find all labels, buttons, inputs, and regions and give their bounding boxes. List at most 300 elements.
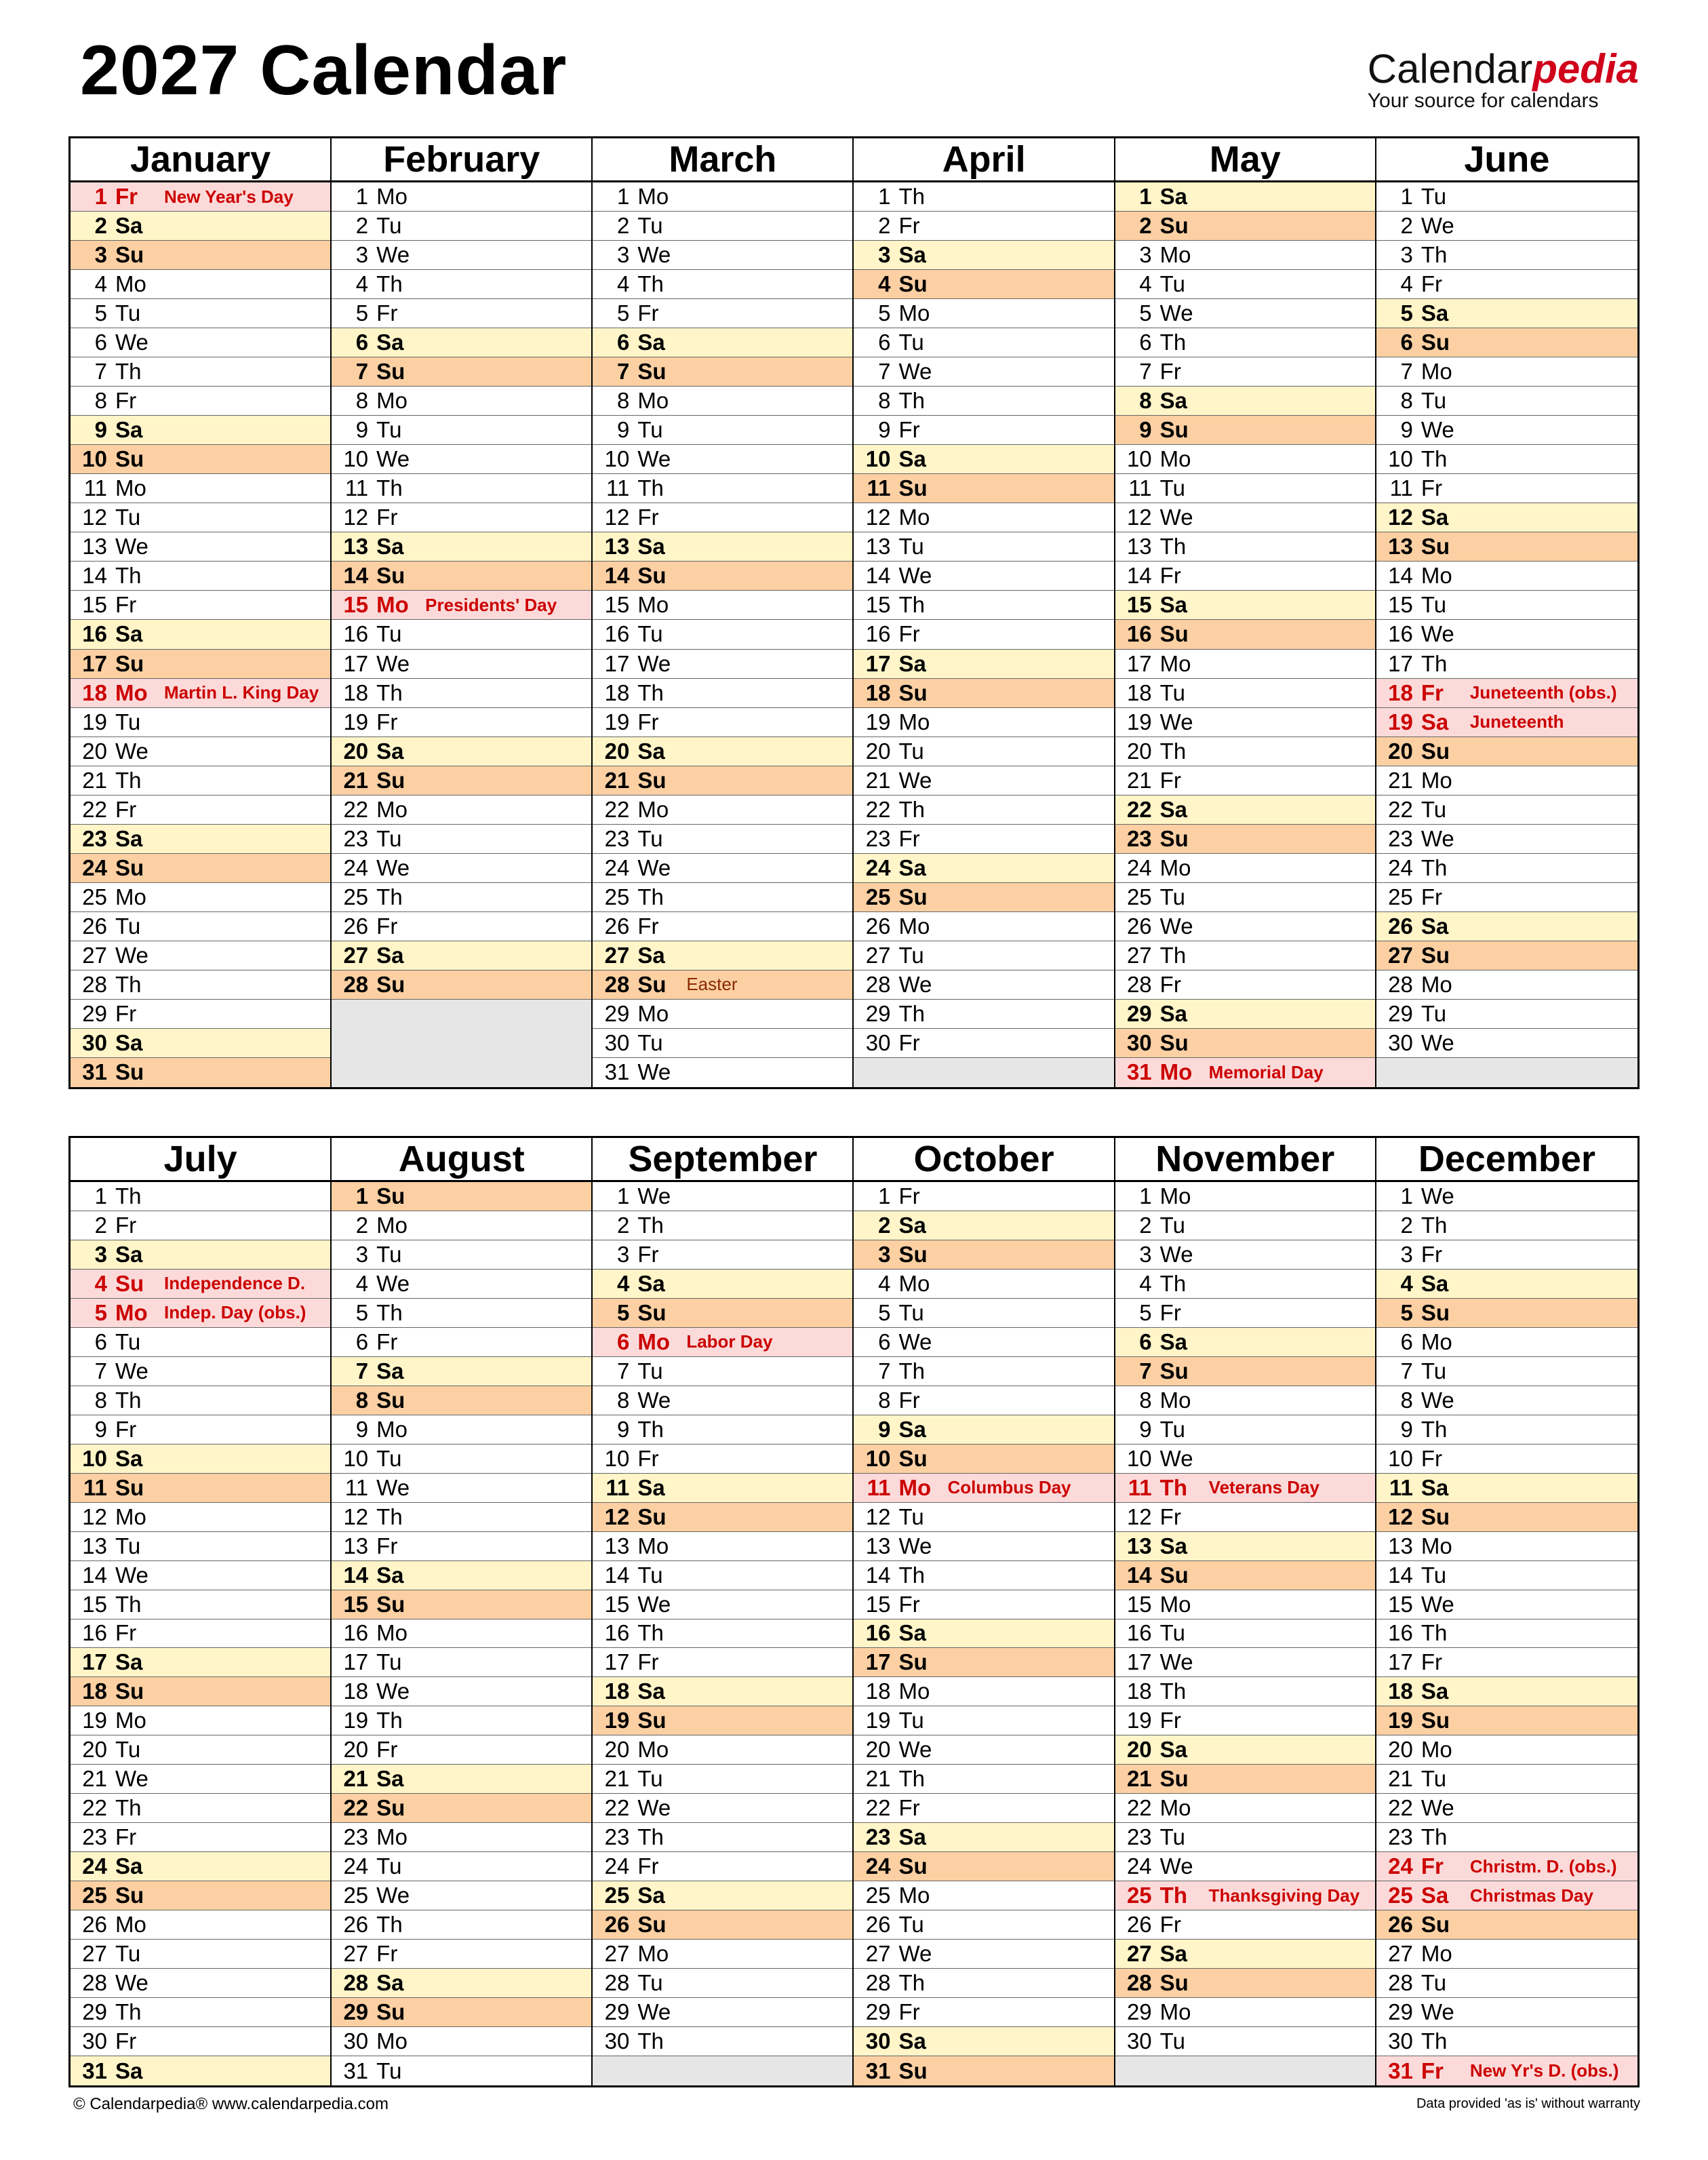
day-number: 4 [355, 271, 369, 297]
day-row [854, 328, 1113, 357]
day-row [71, 1706, 330, 1735]
day-number: 17 [343, 1649, 369, 1675]
weekday-abbr: Th [1159, 942, 1187, 968]
day-row [854, 562, 1113, 591]
weekday-abbr: Su [1421, 1708, 1450, 1733]
weekday-abbr: We [115, 1358, 148, 1383]
day-number: 24 [82, 855, 107, 880]
day-list [1115, 182, 1375, 1087]
day-number: 3 [616, 242, 630, 268]
day-row [854, 912, 1113, 941]
day-number: 7 [616, 1358, 630, 1383]
day-row [854, 1182, 1113, 1211]
day-number: 14 [865, 1562, 891, 1588]
weekday-abbr: Mo [898, 505, 930, 530]
day-row [854, 503, 1113, 532]
day-row [71, 737, 330, 766]
day-number: 13 [82, 534, 107, 559]
weekday-abbr: Tu [637, 1970, 663, 1996]
weekday-abbr: Fr [1159, 971, 1181, 997]
day-number: 17 [343, 650, 369, 676]
day-number: 15 [1388, 1591, 1413, 1617]
day-row [1376, 737, 1637, 766]
weekday-abbr: Su [1421, 1299, 1450, 1325]
day-number: 7 [1400, 1358, 1413, 1383]
weekday-abbr: Tu [1421, 1562, 1447, 1588]
day-number: 29 [865, 1000, 891, 1026]
day-number: 11 [1128, 1474, 1152, 1500]
day-row [1376, 679, 1637, 708]
weekday-abbr: Mo [1159, 855, 1191, 880]
day-number: 10 [1388, 446, 1413, 472]
day-row [1376, 1677, 1637, 1706]
day-number: 21 [82, 767, 107, 793]
day-row [593, 1852, 852, 1881]
weekday-abbr: Mo [115, 271, 146, 297]
day-row [854, 796, 1113, 825]
weekday-abbr: Mo [637, 184, 669, 210]
weekday-abbr: Th [376, 1299, 403, 1325]
day-number: 3 [616, 1241, 630, 1267]
month-name: April [854, 138, 1113, 182]
day-number: 17 [604, 650, 630, 676]
day-row [854, 416, 1113, 445]
weekday-abbr: Mo [637, 388, 669, 414]
day-row [1376, 416, 1637, 445]
weekday-abbr: We [898, 971, 932, 997]
day-row [1115, 1029, 1375, 1058]
day-number: 23 [343, 825, 369, 851]
day-row [71, 1299, 330, 1328]
day-number: 1 [878, 184, 891, 210]
day-number: 8 [355, 388, 369, 414]
day-row [71, 825, 330, 854]
weekday-abbr: Th [1421, 650, 1448, 676]
day-number: 4 [94, 1270, 107, 1296]
weekday-abbr: Sa [898, 855, 926, 880]
calendarpedia-logo[interactable] [1367, 46, 1639, 113]
weekday-abbr: Mo [637, 1329, 670, 1354]
day-row [1115, 1474, 1375, 1503]
weekday-abbr: Mo [637, 1737, 669, 1763]
weekday-abbr: Tu [376, 417, 402, 443]
day-row [593, 1000, 852, 1029]
day-row [593, 854, 852, 883]
weekday-abbr: Su [898, 1445, 928, 1471]
day-number: 16 [865, 621, 891, 647]
day-number: 17 [865, 1649, 891, 1675]
day-row [593, 1270, 852, 1299]
weekday-abbr: Fr [376, 1329, 398, 1354]
day-number: 17 [604, 1649, 630, 1675]
weekday-abbr: Fr [637, 1241, 659, 1267]
weekday-abbr: We [376, 446, 410, 472]
day-row [1115, 796, 1375, 825]
day-row [1376, 912, 1637, 941]
day-number: 10 [604, 446, 630, 472]
day-number: 14 [604, 563, 630, 589]
day-number: 25 [1126, 1883, 1152, 1908]
holiday-label: Juneteenth [1469, 711, 1564, 732]
holiday-label: Juneteenth (obs.) [1469, 682, 1617, 703]
weekday-abbr: Tu [376, 1649, 402, 1675]
day-row [854, 212, 1113, 241]
day-number: 10 [865, 446, 891, 472]
day-row [332, 503, 591, 532]
day-number: 24 [865, 1853, 891, 1879]
day-number: 7 [1400, 359, 1413, 385]
day-row [1115, 1969, 1375, 1998]
day-number: 26 [1126, 1912, 1152, 1938]
day-row [332, 1182, 591, 1211]
weekday-abbr: Mo [637, 1000, 669, 1026]
day-number: 23 [1126, 1824, 1152, 1850]
month-column [1115, 138, 1376, 1087]
weekday-abbr: Su [637, 1299, 667, 1325]
day-row [71, 708, 330, 737]
day-number: 30 [604, 2028, 630, 2054]
day-number: 19 [82, 1708, 107, 1733]
day-row [332, 1765, 591, 1794]
day-row [854, 1969, 1113, 1998]
weekday-abbr: We [1421, 621, 1454, 647]
weekday-abbr: Fr [1421, 680, 1444, 705]
day-row [593, 1590, 852, 1619]
day-row [332, 241, 591, 270]
day-row [854, 679, 1113, 708]
weekday-abbr: Mo [1421, 359, 1452, 385]
day-number: 27 [604, 942, 630, 968]
weekday-abbr: Mo [1159, 1591, 1191, 1617]
day-row [1376, 562, 1637, 591]
day-number: 13 [604, 534, 630, 559]
day-row [71, 182, 330, 212]
weekday-abbr: Fr [1159, 767, 1181, 793]
weekday-abbr: We [1159, 1853, 1193, 1879]
day-row [1376, 796, 1637, 825]
day-row [332, 796, 591, 825]
day-row [332, 270, 591, 299]
day-row [593, 445, 852, 474]
day-row [71, 357, 330, 387]
day-row [1115, 328, 1375, 357]
holiday-label: Indep. Day (obs.) [164, 1302, 306, 1323]
weekday-abbr: Sa [898, 1824, 926, 1850]
weekday-abbr: Tu [376, 1853, 402, 1879]
day-number: 26 [82, 1912, 107, 1938]
day-row [1376, 1823, 1637, 1852]
day-row [854, 387, 1113, 416]
day-number: 18 [82, 680, 107, 705]
weekday-abbr: We [376, 855, 410, 880]
day-row [1115, 970, 1375, 1000]
day-number: 12 [604, 1504, 630, 1529]
weekday-abbr: Th [1421, 1824, 1448, 1850]
day-number: 16 [865, 1620, 891, 1646]
day-row [854, 1299, 1113, 1328]
weekday-abbr: We [1421, 1029, 1454, 1055]
day-number: 10 [82, 446, 107, 472]
weekday-abbr: Th [898, 1562, 925, 1588]
day-number: 15 [82, 592, 107, 618]
day-number: 27 [1388, 1941, 1413, 1967]
day-row [1115, 1823, 1375, 1852]
weekday-abbr: Su [1421, 942, 1450, 968]
day-row [1115, 1998, 1375, 2027]
weekday-abbr: Th [376, 1912, 403, 1938]
weekday-abbr: Sa [376, 330, 404, 355]
month-name: June [1376, 138, 1637, 182]
day-row [1115, 620, 1375, 649]
weekday-abbr: Th [1421, 242, 1448, 268]
holiday-label: Independence D. [164, 1273, 306, 1294]
day-number: 2 [355, 1212, 369, 1238]
footer-disclaimer: Data provided 'as is' without warranty [1416, 2096, 1640, 2111]
day-number: 5 [616, 1299, 630, 1325]
day-number: 9 [616, 417, 630, 443]
weekday-abbr: Fr [637, 913, 659, 939]
day-row [593, 503, 852, 532]
weekday-abbr: We [1421, 417, 1454, 443]
weekday-abbr: Mo [1159, 1999, 1191, 2025]
weekday-abbr: Su [1421, 330, 1450, 355]
day-row [71, 416, 330, 445]
weekday-abbr: We [1159, 505, 1193, 530]
day-row [854, 620, 1113, 649]
weekday-abbr: Fr [1421, 884, 1442, 909]
day-row [593, 1969, 852, 1998]
day-number: 30 [82, 2028, 107, 2054]
day-row [1115, 1794, 1375, 1823]
weekday-abbr: Sa [1159, 1737, 1188, 1763]
weekday-abbr: Su [115, 1678, 144, 1704]
day-number: 17 [82, 1649, 107, 1675]
day-row [593, 212, 852, 241]
day-number: 1 [616, 1183, 630, 1209]
weekday-abbr: Th [376, 1504, 403, 1529]
day-row [1376, 1328, 1637, 1357]
day-row [1376, 1240, 1637, 1270]
day-row [1115, 1590, 1375, 1619]
day-number: 26 [343, 913, 369, 939]
day-row [332, 532, 591, 562]
day-row [1115, 270, 1375, 299]
day-row [593, 1386, 852, 1415]
day-row [332, 1532, 591, 1561]
day-row [332, 2056, 591, 2085]
weekday-abbr: We [898, 767, 932, 793]
weekday-abbr: Sa [1159, 184, 1188, 210]
day-number: 18 [865, 680, 891, 705]
day-number: 12 [82, 1504, 107, 1529]
month-name: August [332, 1138, 591, 1182]
day-row [1115, 1648, 1375, 1677]
day-row [593, 328, 852, 357]
day-number: 9 [878, 1416, 891, 1442]
day-number: 8 [355, 1387, 369, 1413]
weekday-abbr: Th [637, 1416, 664, 1442]
month-name: May [1115, 138, 1375, 182]
holiday-label: Veterans Day [1208, 1477, 1319, 1498]
weekday-abbr: Th [115, 1183, 142, 1209]
day-row [1376, 503, 1637, 532]
day-row [854, 2027, 1113, 2056]
day-row [593, 1415, 852, 1445]
weekday-abbr: Tu [1159, 2028, 1185, 2054]
weekday-abbr: Su [637, 1708, 667, 1733]
day-row [593, 1998, 852, 2027]
day-number: 24 [343, 1853, 369, 1879]
day-row [1376, 1182, 1637, 1211]
day-row [593, 241, 852, 270]
month-column [1376, 138, 1637, 1087]
day-number: 9 [878, 417, 891, 443]
day-number: 25 [1388, 1883, 1413, 1908]
weekday-abbr: Su [1159, 1766, 1189, 1792]
weekday-abbr: Th [898, 1766, 925, 1792]
logo-brand-main: Calendar [1367, 46, 1533, 92]
day-number: 2 [94, 1212, 107, 1238]
day-number: 3 [355, 242, 369, 268]
day-number: 6 [878, 1329, 891, 1354]
day-number: 20 [343, 738, 369, 764]
day-row [854, 1823, 1113, 1852]
day-number: 5 [94, 300, 107, 326]
weekday-abbr: Fr [1421, 475, 1442, 501]
day-row [1376, 328, 1637, 357]
day-number: 10 [1126, 1445, 1152, 1471]
day-number: 22 [343, 1795, 369, 1821]
day-number: 13 [1388, 1533, 1413, 1558]
weekday-abbr: We [898, 1533, 932, 1558]
day-row [1115, 241, 1375, 270]
day-row [593, 1794, 852, 1823]
day-row [593, 387, 852, 416]
day-row [71, 2027, 330, 2056]
weekday-abbr: Su [115, 1270, 144, 1296]
day-row [332, 1910, 591, 1940]
weekday-abbr: Mo [115, 1708, 146, 1733]
day-row [593, 620, 852, 649]
weekday-abbr: Th [1421, 2028, 1448, 2054]
day-row [593, 766, 852, 796]
day-number: 19 [82, 709, 107, 734]
day-row [1115, 1561, 1375, 1590]
day-row [71, 970, 330, 1000]
day-row [1115, 532, 1375, 562]
weekday-abbr: Mo [637, 1941, 669, 1967]
day-row [1115, 1058, 1375, 1087]
day-row [593, 1677, 852, 1706]
day-row [854, 1590, 1113, 1619]
day-number: 6 [1139, 1329, 1152, 1354]
day-number: 4 [1139, 1270, 1152, 1296]
weekday-abbr: Th [898, 1358, 925, 1383]
day-number: 4 [1139, 271, 1152, 297]
day-number: 29 [1126, 1999, 1152, 2025]
day-number: 18 [1388, 680, 1413, 705]
day-number: 29 [343, 1999, 369, 2025]
day-number: 14 [1126, 1562, 1152, 1588]
weekday-abbr: Th [1421, 1416, 1448, 1442]
day-row [71, 1619, 330, 1649]
day-row [71, 1969, 330, 1998]
day-number: 25 [1126, 884, 1152, 909]
day-number: 30 [865, 2028, 891, 2054]
day-row [332, 1474, 591, 1503]
holiday-label: New Year's Day [164, 186, 294, 207]
weekday-abbr: Fr [637, 505, 659, 530]
day-row [1376, 270, 1637, 299]
day-row [1115, 1706, 1375, 1735]
day-number: 7 [1139, 359, 1152, 385]
day-row [1376, 1474, 1637, 1503]
day-row [593, 591, 852, 620]
day-number: 23 [82, 825, 107, 851]
weekday-abbr: Fr [1159, 1299, 1181, 1325]
day-number: 17 [1126, 1649, 1152, 1675]
weekday-abbr: We [898, 1737, 932, 1763]
day-row [332, 1794, 591, 1823]
day-row [1115, 1270, 1375, 1299]
day-row [332, 1969, 591, 1998]
day-row [1115, 912, 1375, 941]
day-number: 13 [343, 1533, 369, 1558]
day-row [593, 182, 852, 212]
weekday-abbr: Su [637, 1504, 667, 1529]
day-row [332, 1211, 591, 1240]
day-number: 2 [355, 213, 369, 239]
day-number: 16 [82, 1620, 107, 1646]
day-number: 7 [878, 359, 891, 385]
weekday-abbr: Su [1159, 417, 1189, 443]
day-number: 14 [343, 1562, 369, 1588]
day-number: 6 [878, 330, 891, 355]
day-number: 2 [878, 1212, 891, 1238]
day-number: 15 [865, 592, 891, 618]
month-name: July [71, 1138, 330, 1182]
weekday-abbr: Tu [637, 1766, 663, 1792]
day-row [71, 1794, 330, 1823]
logo-wordmark [1367, 46, 1639, 92]
day-number: 25 [82, 884, 107, 909]
weekday-abbr: Fr [898, 1795, 920, 1821]
day-number: 6 [616, 1329, 630, 1354]
weekday-abbr: Th [376, 475, 403, 501]
weekday-abbr: We [376, 1270, 410, 1296]
weekday-abbr: Mo [376, 1416, 408, 1442]
weekday-abbr: Tu [115, 913, 141, 939]
day-number: 15 [1388, 592, 1413, 618]
day-row [1376, 1299, 1637, 1328]
day-number: 5 [878, 1299, 891, 1325]
day-number: 12 [604, 505, 630, 530]
weekday-abbr: Th [637, 475, 664, 501]
weekday-abbr: Mo [898, 1883, 930, 1908]
day-number: 21 [865, 1766, 891, 1792]
day-number: 16 [1126, 1620, 1152, 1646]
weekday-abbr: Tu [898, 534, 924, 559]
weekday-abbr: Su [1159, 1970, 1189, 1996]
day-number: 9 [355, 417, 369, 443]
day-number: 17 [1126, 650, 1152, 676]
day-row [71, 796, 330, 825]
empty-day-cell [332, 1000, 591, 1029]
day-number: 21 [1126, 1766, 1152, 1792]
day-row [854, 299, 1113, 328]
weekday-abbr: Su [1159, 1562, 1189, 1588]
day-row [854, 1940, 1113, 1969]
